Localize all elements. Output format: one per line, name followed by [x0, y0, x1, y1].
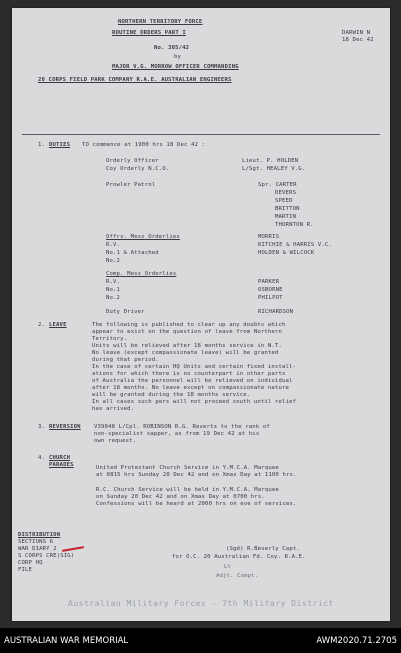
- document-page: [12, 8, 390, 621]
- section-2-line: will be granted during the 18 months service.: [92, 392, 251, 398]
- duty-role: Comp. Mess Orderlies: [106, 271, 177, 277]
- section-4-number: 4.: [38, 455, 46, 461]
- section-2-line: after 18 months. No leave except on compassionate nature: [92, 385, 289, 391]
- duty-role: Duty Driver: [106, 309, 145, 315]
- section-2-line: of Australia the personnel will be relieved on individual: [92, 378, 293, 384]
- distribution-item: WAR DIARY 2: [18, 546, 57, 552]
- distribution-item: SECTIONS 6: [18, 539, 54, 545]
- section-4-line: R.C. Church Service will be held in Y.M.C.A. Marquee: [96, 487, 279, 493]
- duty-role: Orderly Officer: [106, 158, 159, 164]
- section-2-line: during that period.: [92, 357, 159, 363]
- section-3-line: non-specialist sapper, as from 19 Dec 42 at his: [94, 431, 260, 437]
- bottom-watermark: Australian Military Forces - 7th Military District: [68, 599, 334, 608]
- duty-name: MORRIS: [258, 234, 280, 240]
- duty-name: L/Sgt. HEALEY V.G.: [242, 166, 306, 172]
- force-title: NORTHERN TERRITORY FORCE: [118, 19, 203, 25]
- section-2-line: In all cases such pers will not proceed south until relief: [92, 399, 297, 405]
- section-4-line: Confessions will be heard at 2000 hrs on eve of services.: [96, 501, 297, 507]
- duty-role: Prowler Patrol: [106, 182, 156, 188]
- header-rule: [22, 134, 380, 135]
- order-date: 18 Dec 42: [342, 37, 374, 43]
- section-3-number: 3.: [38, 424, 46, 430]
- order-number: No. 305/42: [154, 45, 190, 51]
- duty-name: OSBORNE: [258, 287, 283, 293]
- section-3-line: V39048 L/Cpl. ROBINSON R.G. Reverts to the rank of: [94, 424, 270, 430]
- footer-source: AUSTRALIAN WAR MEMORIAL: [4, 636, 129, 646]
- duty-role: R.V.: [106, 279, 121, 285]
- section-4-line: United Protestant Church Service in Y.M.C.A. Marquee: [96, 465, 279, 471]
- section-1-heading: DUTIES: [49, 142, 71, 148]
- duty-role: Offrs. Mess Orderlies: [106, 234, 180, 240]
- duty-name: THORNTON R.: [275, 222, 314, 228]
- duty-name: PARKER: [258, 279, 280, 285]
- section-4-heading: PARADES: [49, 462, 74, 468]
- section-2-line: No leave (except compassionate leave) will be granted: [92, 350, 279, 356]
- section-4-line: on Sunday 20 Dec 42 and on Xmas Day at 0700 hrs.: [96, 494, 265, 500]
- duty-name: Spr. CARTER: [258, 182, 297, 188]
- section-2-heading: LEAVE: [49, 322, 67, 328]
- signature-for-line: for O.C. 20 Australian Fd. Coy. R.A.E.: [172, 554, 306, 560]
- red-pencil-mark: [62, 546, 84, 552]
- footer-accession-number: AWM2020.71.2705: [316, 636, 397, 646]
- distribution-item: CORP HQ: [18, 560, 43, 566]
- duty-name: Lieut. P. HOLDEN: [242, 158, 299, 164]
- unit-name: 20 CORPS FIELD PARK COMPANY R.A.E. AUSTRALIAN ENGINEERS: [38, 77, 232, 83]
- section-1-number: 1.: [38, 142, 46, 148]
- section-2-line: appear to exist on the question of leave from Northern: [92, 329, 282, 335]
- duty-role: Coy Orderly N.C.O.: [106, 166, 170, 172]
- duty-role: No.2: [106, 295, 121, 301]
- commanding-officer: MAJOR V.G. MORROW OFFICER COMMANDING: [112, 64, 239, 70]
- section-3-line: own request.: [94, 438, 137, 444]
- duty-role: R.V.: [106, 242, 121, 248]
- duty-name: BRITTON: [275, 206, 300, 212]
- duty-name: HOLDEN & WILCOCK: [258, 250, 315, 256]
- signature-line: (Sgd) R.Beverly Capt.: [226, 546, 300, 552]
- footer-bar: [0, 628, 401, 653]
- duty-name: RICHARDSON: [258, 309, 294, 315]
- duty-name: PHILPOT: [258, 295, 283, 301]
- section-2-line: In the case of certain HQ Units and certain fixed install-: [92, 364, 297, 370]
- section-2-line: Territory.: [92, 336, 128, 342]
- section-3-heading: REVERSION: [49, 424, 81, 430]
- duty-role: No.2: [106, 258, 121, 264]
- section-4-line: at 0815 hrs Sunday 20 Dec 42 and on Xmas Day at 1100 hrs.: [96, 472, 297, 478]
- duty-role: No.1 & Attached: [106, 250, 159, 256]
- duty-name: SPEED: [275, 198, 293, 204]
- section-4-heading: CHURCH: [49, 455, 71, 461]
- section-2-line: Units will be relieved after 18 months service in N.T.: [92, 343, 282, 349]
- distribution-item: FILE: [18, 567, 33, 573]
- orders-title: ROUTINE ORDERS PART I: [112, 30, 186, 36]
- section-2-line: has arrived.: [92, 406, 135, 412]
- duty-name: DEVERS: [275, 190, 297, 196]
- order-by: by: [174, 54, 182, 60]
- section-1-intro: TO commence at 1900 hrs 18 Dec 42 :: [82, 142, 206, 148]
- section-2-line: The following is published to clear up any doubts which: [92, 322, 286, 328]
- distribution-title: DISTRIBUTION: [18, 532, 61, 538]
- duty-name: MARTIN: [275, 214, 297, 220]
- place-label: DARWIN N: [342, 30, 371, 36]
- stamp-text: Adjt. Compt.: [216, 573, 259, 579]
- duty-role: No.1: [106, 287, 121, 293]
- distribution-item: S CORPS CRE(SIG): [18, 553, 75, 559]
- duty-name: RITCHIE & HARRIS V.C.: [258, 242, 332, 248]
- section-2-number: 2.: [38, 322, 46, 328]
- section-2-line: ations for which there is no counterpart in other parts: [92, 371, 286, 377]
- stamp-text: Lt: [224, 564, 232, 570]
